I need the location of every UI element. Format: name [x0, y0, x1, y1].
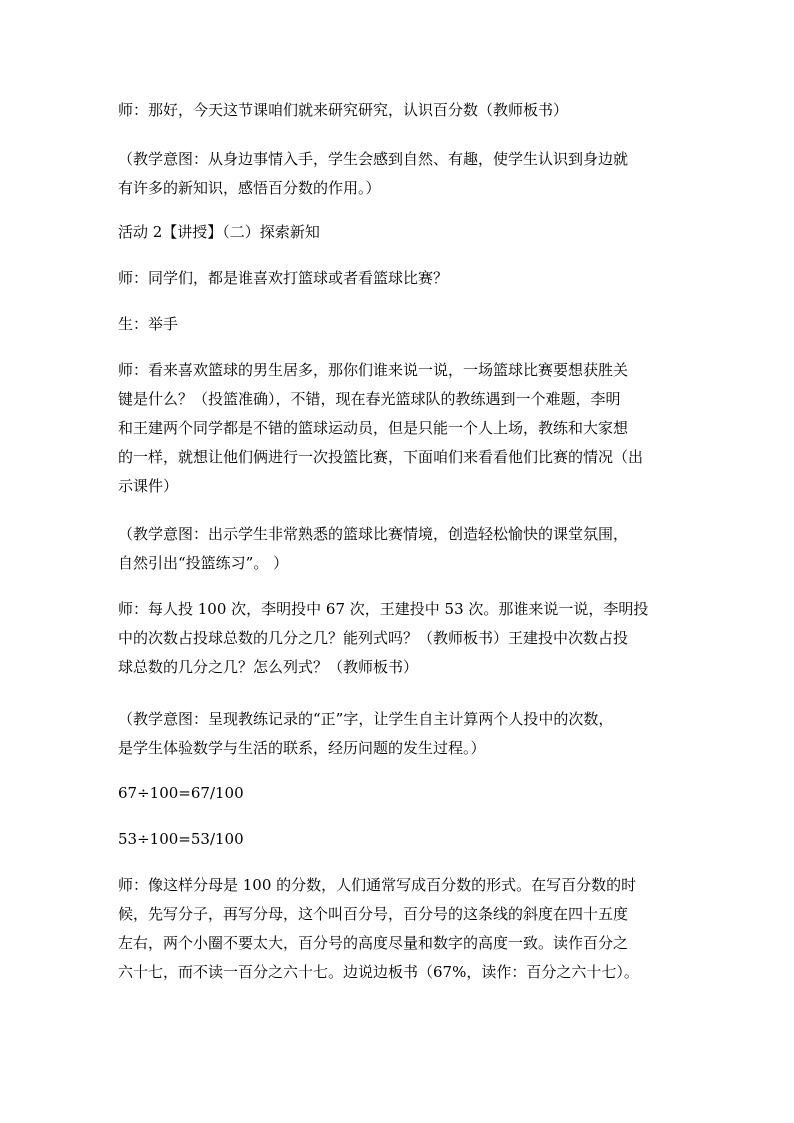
- text-line: 自然引出“投篮练习”。 ）: [118, 554, 289, 572]
- paragraph-intent-1: [118, 145, 678, 203]
- text-line: 活动 2【讲授】（二）探索新知: [118, 223, 320, 241]
- text-line: 候，先写分子，再写分母，这个叫百分号，百分号的这条线的斜度在四十五度: [118, 905, 629, 923]
- text-line: 67÷100=67/100: [118, 784, 244, 802]
- paragraph-teacher-intro: [118, 96, 678, 125]
- text-line: 是学生体验数学与生活的联系，经历问题的发生过程。）: [118, 739, 486, 757]
- text-line: （教学意图：呈现教练记录的“正”字，让学生自主计算两个人投中的次数，: [118, 710, 614, 728]
- paragraph-intent-2: [118, 520, 678, 578]
- text-line: 示课件）: [118, 477, 179, 495]
- text-line: 和王建两个同学都是不错的篮球运动员，但是只能一个人上场，教练和大家想: [118, 419, 629, 437]
- text-line: （教学意图：出示学生非常熟悉的篮球比赛情境，创造轻松愉快的课堂氛围，: [118, 525, 629, 543]
- text-line: 师：每人投 100 次，李明投中 67 次，王建投中 53 次。那谁来说一说，李明投: [118, 600, 649, 618]
- paragraph-intent-3: [118, 705, 678, 763]
- paragraph-teacher-percent: [118, 871, 678, 987]
- text-line: 左右，两个小圈不要太大，百分号的高度尽量和数字的高度一致。读作百分之: [118, 934, 629, 952]
- paragraph-teacher-shots: [118, 595, 678, 682]
- text-line: 53÷100=53/100: [118, 830, 244, 848]
- text-line: 有许多的新知识，感悟百分数的作用。）: [118, 179, 381, 197]
- equation-wang-jian: [118, 825, 678, 854]
- text-line: （教学意图：从身边事情入手，学生会感到自然、有趣，使学生认识到身边就: [118, 150, 629, 168]
- text-line: 师：看来喜欢篮球的男生居多，那你们谁来说一说，一场篮球比赛要想获胜关: [118, 361, 629, 379]
- text-line: 球总数的几分之几？怎么列式？（教师板书）: [118, 658, 419, 676]
- text-line: 生：举手: [118, 315, 179, 333]
- text-line: 键是什么？（投篮准确），不错，现在春光篮球队的教练遇到一个难题，李明: [118, 390, 621, 408]
- text-line: 中的次数占投球总数的几分之几？能列式吗？（教师板书）王建投中次数占投: [118, 629, 629, 647]
- paragraph-teacher-basketball: [118, 356, 678, 501]
- text-line: 六十七，而不读一百分之六十七。边说边板书（67%，读作：百分之六十七）。: [118, 963, 639, 981]
- text-line: 师：那好，今天这节课咱们就来研究研究，认识百分数（教师板书）: [118, 101, 569, 119]
- equation-li-ming: [118, 779, 678, 808]
- text-line: 师：同学们，都是谁喜欢打篮球或者看篮球比赛？: [118, 269, 449, 287]
- text-line: 师：像这样分母是 100 的分数，人们通常写成百分数的形式。在写百分数的时: [118, 876, 637, 894]
- paragraph-student-response: [118, 310, 678, 339]
- text-line: 的一样，就想让他们俩进行一次投篮比赛，下面咱们来看看他们比赛的情况（出: [118, 448, 644, 466]
- paragraph-teacher-question: [118, 264, 678, 293]
- section-heading-activity-2: [118, 218, 678, 247]
